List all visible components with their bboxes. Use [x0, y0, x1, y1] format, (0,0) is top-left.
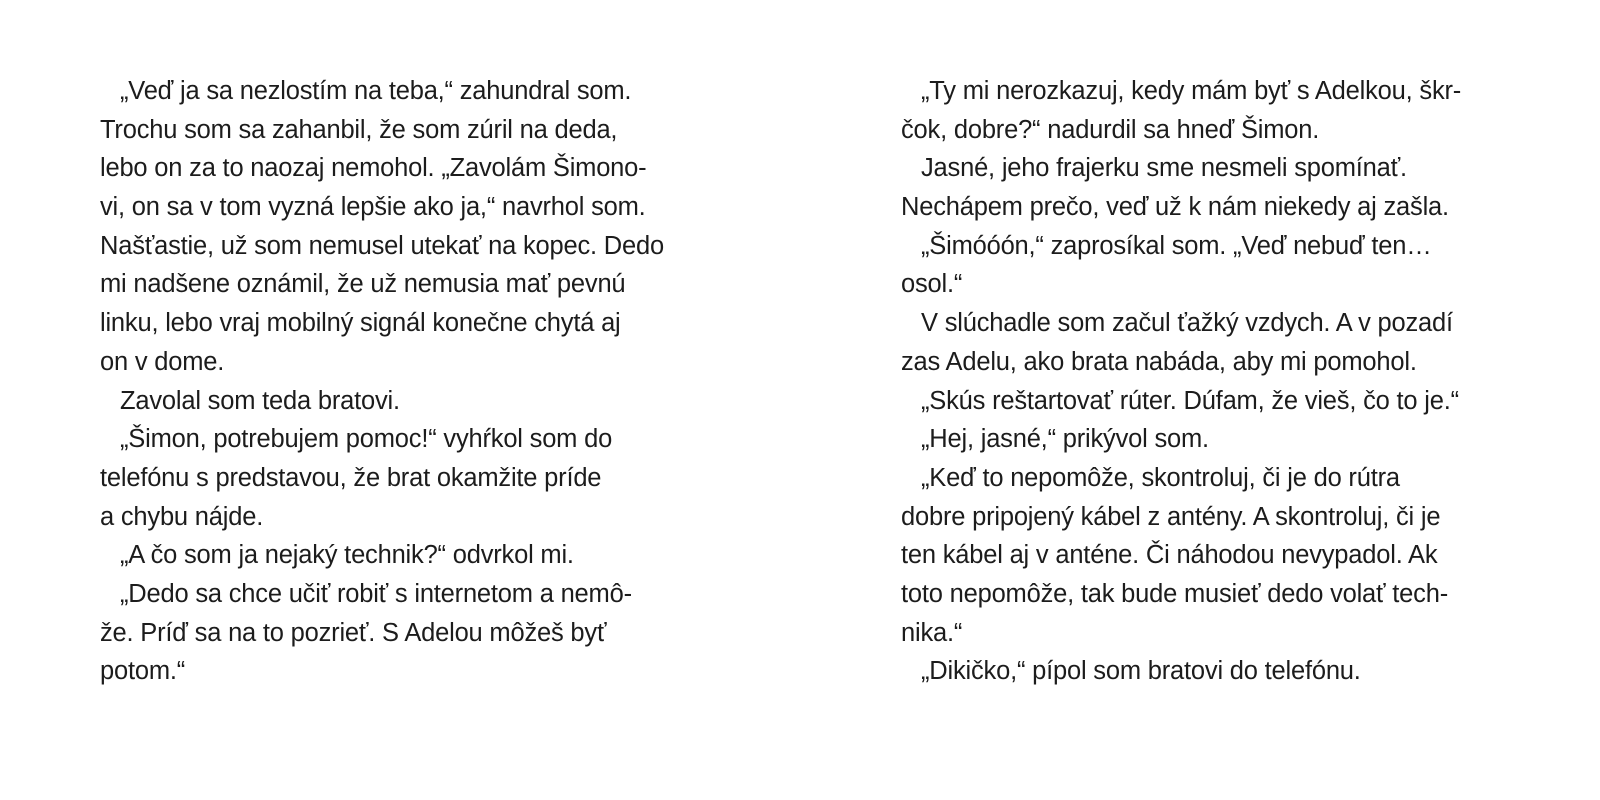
text-line: Trochu som sa zahanbil, že som zúril na deda, [100, 115, 618, 144]
text-line: V slúchadle som začul ťažký vzdych. A v pozadí [921, 309, 1453, 338]
text-line: telefónu s predstavou, že brat okamžite príde [100, 463, 602, 492]
text-line: Nechápem prečo, veď už k nám niekedy aj zašla. [901, 193, 1449, 222]
text-line: „Hej, jasné,“ prikývol som. [921, 425, 1209, 454]
text-line: Jasné, jeho frajerku sme nesmeli spomínať. [921, 154, 1407, 183]
text-line: lebo on za to naozaj nemohol. „Zavolám Šimono- [100, 154, 647, 183]
text-line: „Dedo sa chce učiť robiť s internetom a nemô- [120, 579, 632, 608]
text-line: vi, on sa v tom vyzná lepšie ako ja,“ navrhol som. [100, 193, 646, 222]
text-line: že. Príď sa na to pozrieť. S Adelou môžeš byť [100, 618, 607, 647]
text-line: osol.“ [901, 270, 963, 299]
left-page [100, 72, 740, 691]
text-line: čok, dobre?“ nadurdil sa hneď Šimon. [901, 115, 1320, 144]
text-line: Zavolal som teda bratovi. [120, 386, 400, 415]
text-line: „Šimon, potrebujem pomoc!“ vyhŕkol som do [120, 425, 613, 454]
text-line: mi nadšene oznámil, že už nemusia mať pevnú [100, 270, 626, 299]
text-line: zas Adelu, ako brata nabáda, aby mi pomohol. [901, 347, 1417, 376]
text-line: „Skús reštartovať rúter. Dúfam, že vieš, čo to je.“ [921, 386, 1459, 415]
text-line: ten kábel aj v anténe. Či náhodou nevypadol. Ak [901, 541, 1438, 570]
text-line: „Šimóóón,“ zaprosíkal som. „Veď nebuď ten… [921, 231, 1432, 260]
text-line: Našťastie, už som nemusel utekať na kopec. Dedo [100, 231, 664, 260]
text-line: toto nepomôže, tak bude musieť dedo volať tech- [901, 579, 1448, 608]
right-page [901, 72, 1541, 691]
text-line: a chybu nájde. [100, 502, 264, 531]
text-line: on v dome. [100, 347, 225, 376]
text-line: „Ty mi nerozkazuj, kedy mám byť s Adelkou, škr- [921, 77, 1462, 105]
text-line: nika.“ [901, 618, 963, 647]
text-line: „Keď to nepomôže, skontroluj, či je do rútra [921, 463, 1400, 492]
text-line: „Veď ja sa nezlostím na teba,“ zahundral som. [120, 77, 632, 105]
text-line: dobre pripojený kábel z antény. A skontroluj, či je [901, 502, 1441, 531]
text-line: linku, lebo vraj mobilný signál konečne chytá aj [100, 309, 621, 338]
text-line: „A čo som ja nejaký technik?“ odvrkol mi. [120, 541, 574, 570]
text-line: „Dikičko,“ pípol som bratovi do telefónu. [921, 657, 1361, 686]
text-line: potom.“ [100, 657, 186, 686]
